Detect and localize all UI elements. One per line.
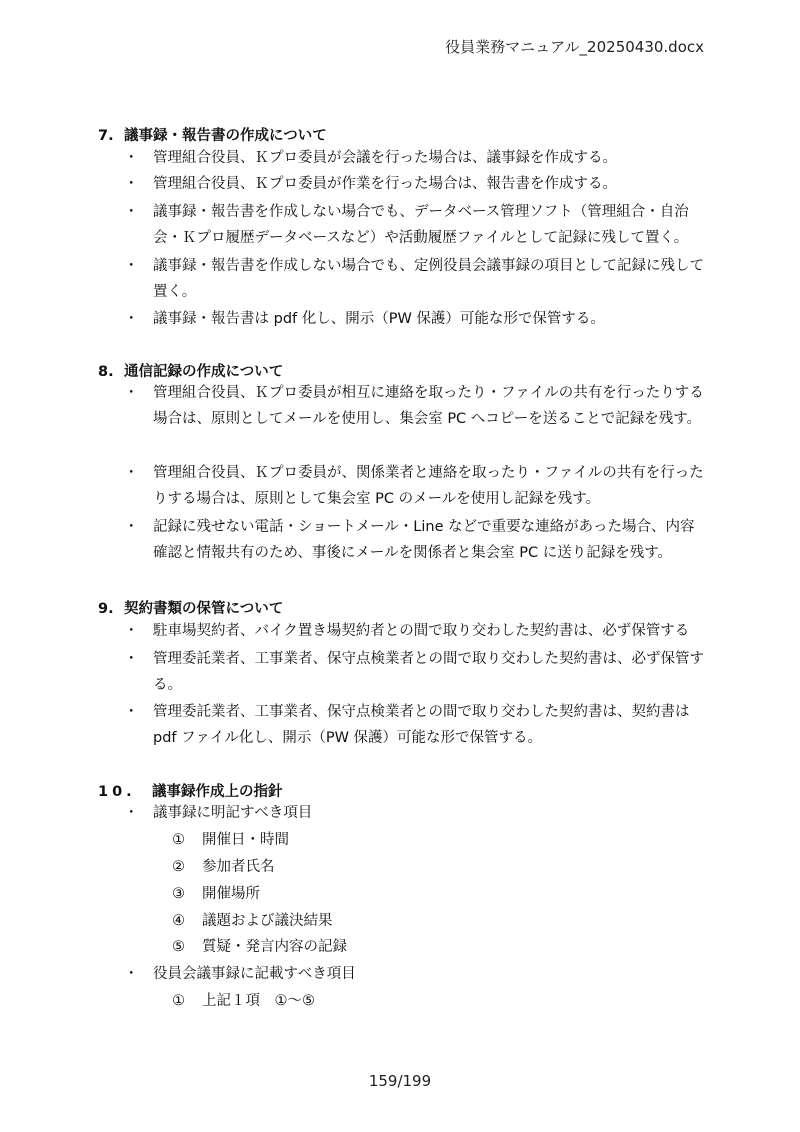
list-item: ・ 管理委託業者、工事業者、保守点検業者との間で取り交わした契約書は、必ず保管する。 bbox=[124, 651, 704, 693]
page-number: 159/199 bbox=[368, 1072, 432, 1090]
section-number: 9. bbox=[98, 601, 114, 617]
document-filename: 役員業務マニュアル_20250430.docx bbox=[445, 38, 704, 56]
sub-list-item: ① 上記１項 ①〜⑤ bbox=[172, 993, 315, 1009]
section-10-heading bbox=[98, 780, 283, 801]
list-item: ・ 管理組合役員、Ｋプロ委員が相互に連絡を取ったり・ファイルの共有を行ったりする場合は、原則としてメールを使用し、集会室 PC へコピーを送ることで記録を残す。 bbox=[124, 385, 704, 427]
section-8-heading bbox=[98, 360, 283, 381]
section-9-heading bbox=[98, 597, 283, 618]
section-7-heading bbox=[98, 124, 327, 145]
list-item: ・ 記録に残せない電話・ショートメール・Line などで重要な連絡があった場合、内容確認と情報共有のため、事後にメールを関係者と集会室 PC に送り記録を残す。 bbox=[124, 519, 695, 561]
list-item: ・ 議事録・報告書を作成しない場合でも、データベース管理ソフト（管理組合・自治会・Ｋプロ履歴データベースなど）や活動履歴ファイルとして記録に残して置く。 bbox=[124, 204, 689, 246]
list-item: ・ 役員会議事録に記載すべき項目 bbox=[124, 966, 356, 982]
list-item: ・ 管理組合役員、Ｋプロ委員が、関係業者と連絡を取ったり・ファイルの共有を行ったりする場合は、原則として集会室 PC のメールを使用し記録を残す。 bbox=[124, 465, 704, 507]
section-number: 10. bbox=[98, 784, 136, 800]
list-item: ・ 駐車場契約者、バイク置き場契約者との間で取り交わした契約書は、必ず保管する bbox=[124, 623, 690, 639]
list-item: ・ 管理組合役員、Ｋプロ委員が作業を行った場合は、報告書を作成する。 bbox=[124, 176, 617, 192]
section-title: 契約書類の保管について bbox=[124, 601, 284, 617]
list-item: ・ 管理委託業者、工事業者、保守点検業者との間で取り交わした契約書は、契約書は pdf ファイル化し、開示（PW 保護）可能な形で保管する。 bbox=[124, 704, 690, 746]
sub-list-item: ③ 開催場所 bbox=[172, 886, 260, 902]
list-item: ・ 議事録・報告書を作成しない場合でも、定例役員会議事録の項目として記録に残して置く。 bbox=[124, 258, 704, 300]
section-title: 議事録・報告書の作成について bbox=[124, 128, 327, 144]
section-number: 8. bbox=[98, 364, 114, 380]
section-number: 7. bbox=[98, 128, 114, 144]
list-item: ・ 議事録・報告書は pdf 化し、開示（PW 保護）可能な形で保管する。 bbox=[124, 311, 605, 327]
list-item: ・ 管理組合役員、Ｋプロ委員が会議を行った場合は、議事録を作成する。 bbox=[124, 150, 617, 166]
section-title: 通信記録の作成について bbox=[124, 364, 284, 380]
sub-list-item: ⑤ 質疑・発言内容の記録 bbox=[172, 939, 347, 955]
sub-list-item: ① 開催日・時間 bbox=[172, 832, 289, 848]
section-title: 議事録作成上の指針 bbox=[152, 784, 283, 800]
sub-list-item: ② 参加者氏名 bbox=[172, 859, 275, 875]
list-item: ・ 議事録に明記すべき項目 bbox=[124, 805, 313, 821]
sub-list-item: ④ 議題および議決結果 bbox=[172, 913, 333, 929]
